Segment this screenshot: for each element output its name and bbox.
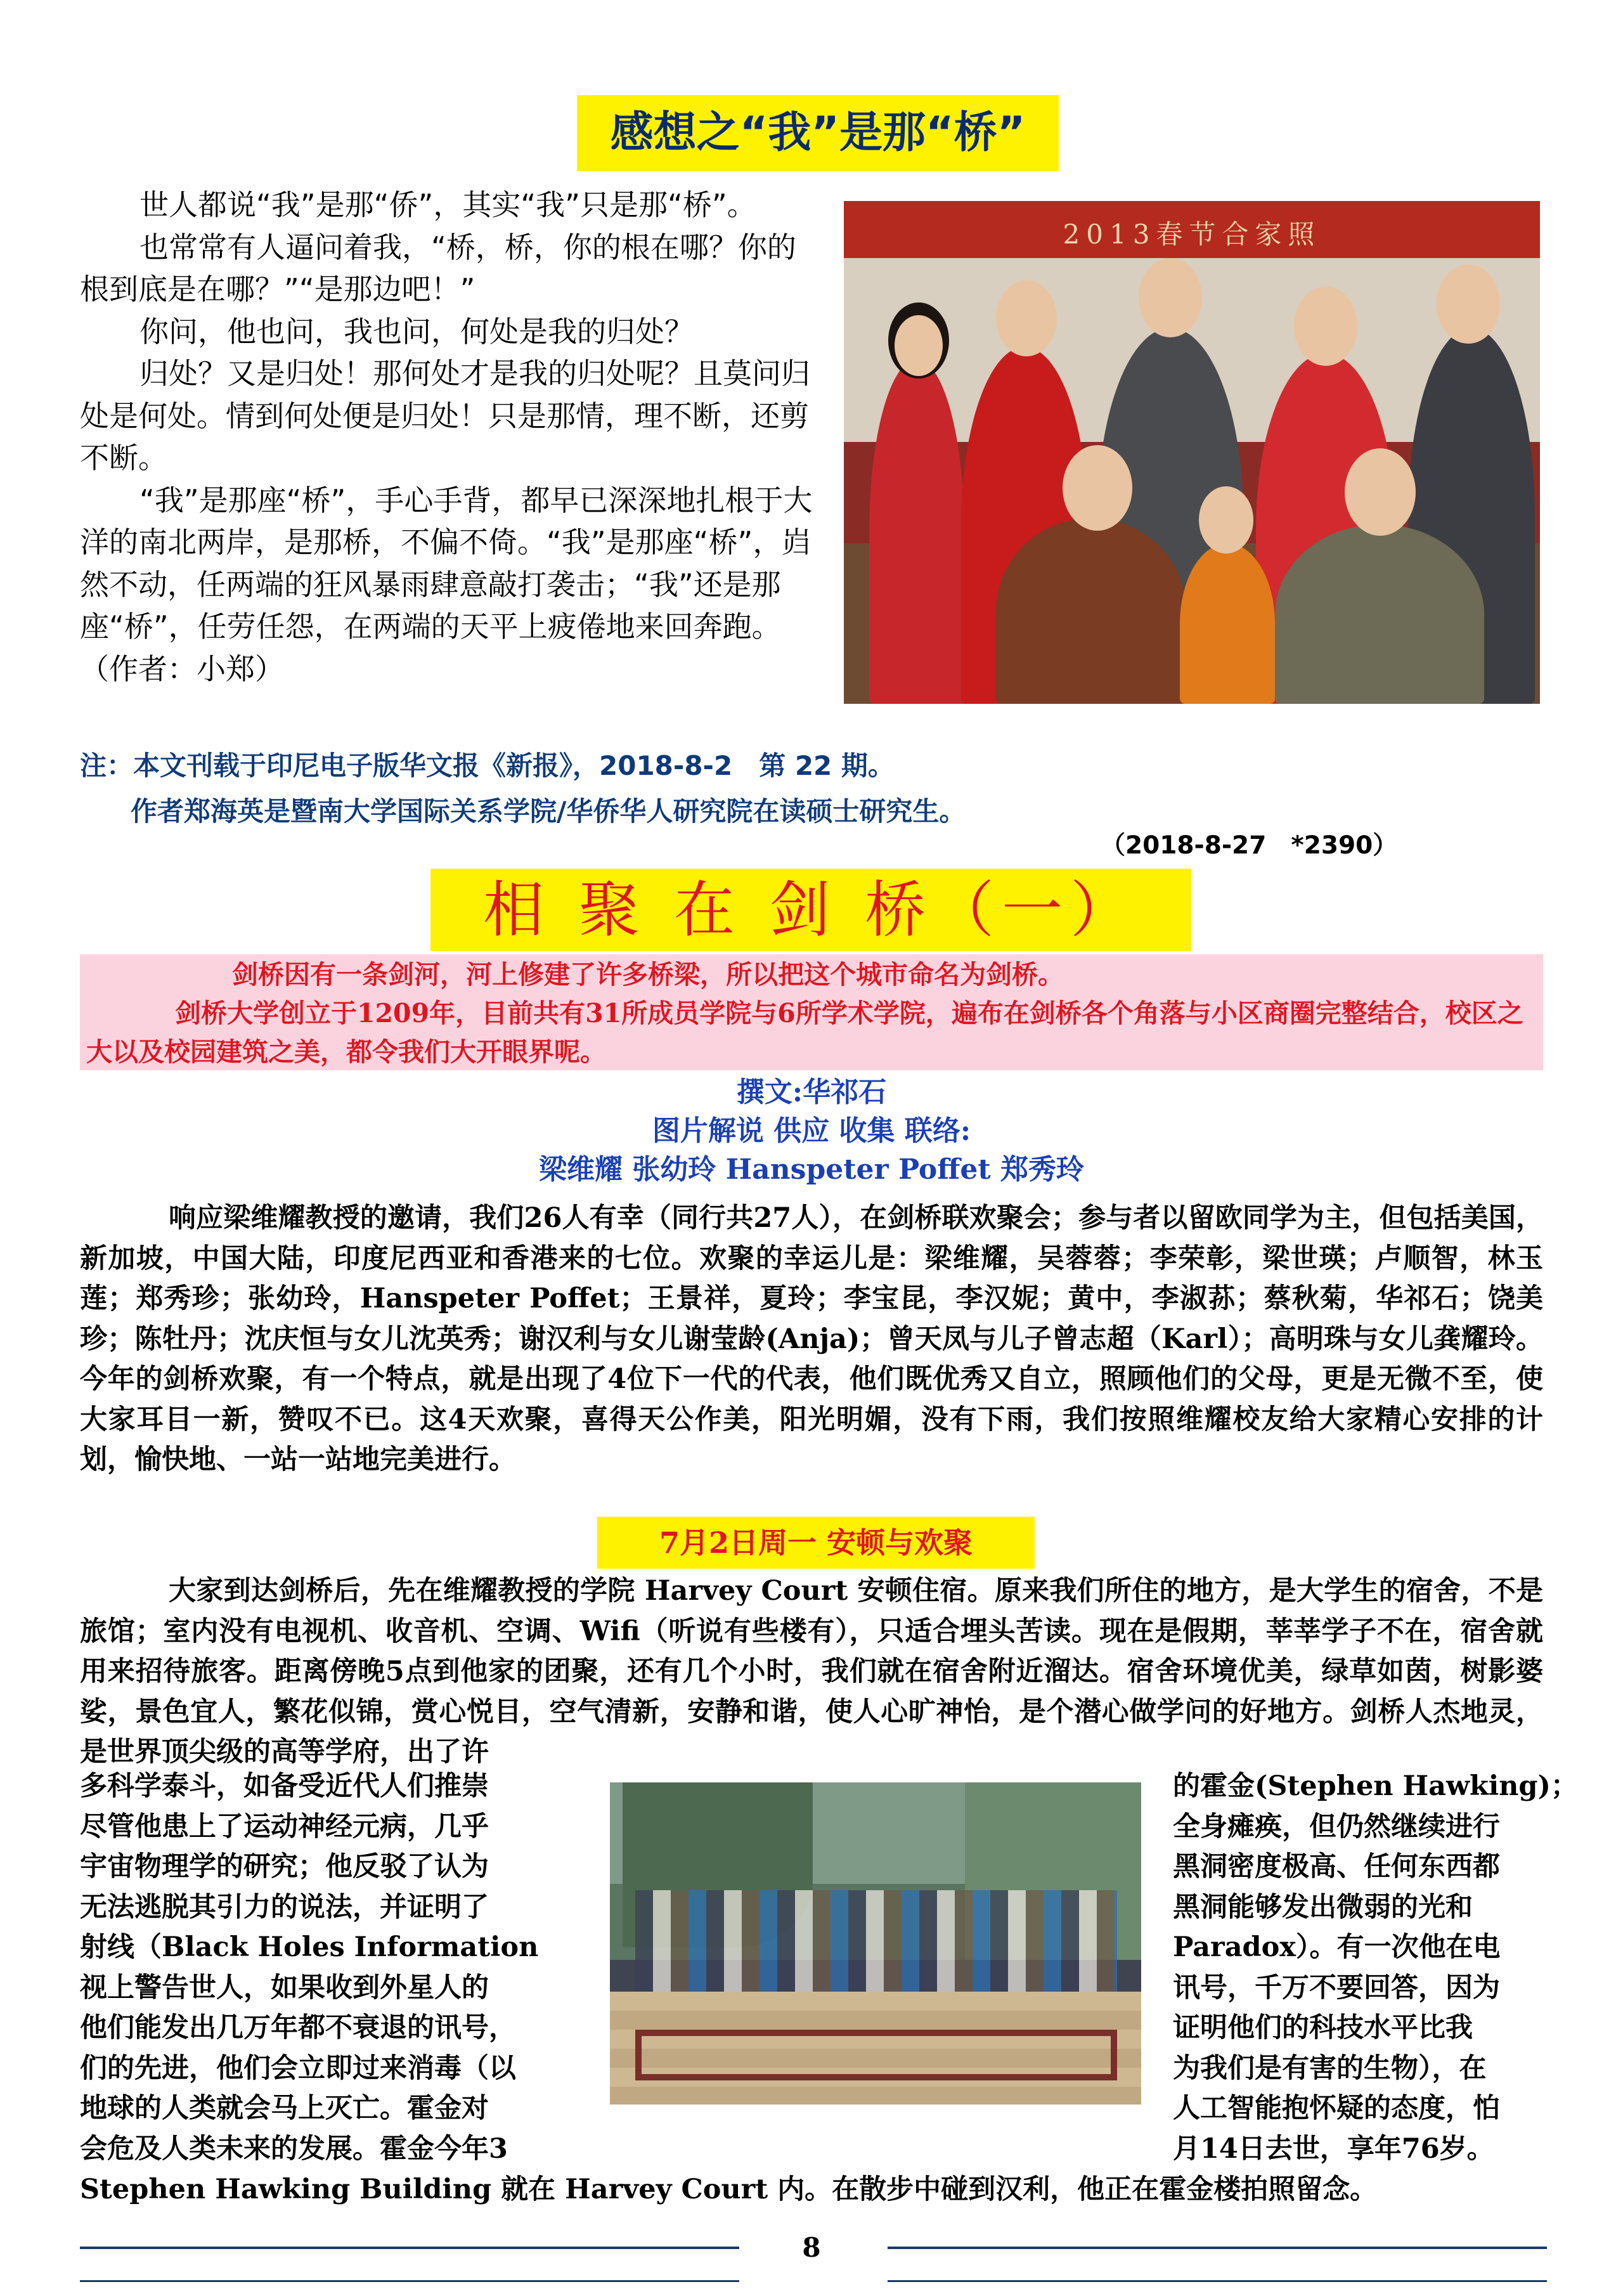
- footer-rule-right-lower: [888, 2280, 1547, 2282]
- photo-caption: 2013春节合家照: [1063, 219, 1321, 250]
- article-paragraph-2: 大家到达剑桥后，先在维耀教授的学院 Harvey Court 安顿住宿。原来我们所住的地方，是大学生的宿舍，不是旅馆；室内没有电视机、收音机、空调、Wifi（听说有些楼有），只适合埋头苦读。现在是假期，莘莘学子不在，宿舍就用来招待旅客。距离傍晚5点到他家的团聚，还有几个小时，我们就在宿舍附近溜达。宿舍环境优美，绿草如茵，树影婆娑，景色宜人，繁花似锦，赏心悦目，空气清新，安静和谐，使人心旷神怡，是个潜心做学问的好地方。剑桥人杰地灵，是世界顶尖级的高等学府，出了许: [80, 1575, 1543, 1768]
- essay-author: （作者：小郑）: [80, 651, 284, 686]
- credits: [80, 1073, 1543, 1189]
- footer-rule-left: [80, 2247, 739, 2249]
- essay-paragraph: 归处？又是归处！那何处才是我的归处呢？且莫问归处是何处。情到何处便是归处！只是那情，理不断，还剪不断。: [80, 356, 810, 475]
- family-photo: [844, 201, 1540, 704]
- credit-names: 梁维耀 张幼玲 Hanspeter Poffet 郑秀玲: [538, 1153, 1085, 1186]
- article-title: 相 聚 在 剑 桥（一）: [430, 869, 1191, 951]
- credit-roles: 图片解说 供应 收集 联络:: [652, 1115, 971, 1147]
- intro-box: [80, 954, 1543, 1070]
- note-line: 作者郑海英是暨南大学国际关系学院/华侨华人研究院在读硕士研究生。: [131, 796, 966, 827]
- article-paragraph-1: 响应梁维耀教授的邀请，我们26人有幸（同行共27人），在剑桥联欢聚会；参与者以留欧同学为主，但包括美国，新加坡，中国大陆，印度尼西亚和香港来的七位。欢聚的幸运儿是：梁维耀，吴蓉蓉；李荣彰，梁世瑛；卢顺智，林玉莲；郑秀珍；张幼玲，Hanspeter Poffet；王景祥，夏玲；李宝昆，李汉妮；黄中，李淑荪；蔡秋菊，华祁石；饶美珍；陈牡丹；沈庆恒与女儿沈英秀；谢汉利与女儿谢莹龄(Anja)；曾天凤与儿子曾志超（Karl）；高明珠与女儿龚耀玲。今年的剑桥欢聚，有一个特点，就是出现了4位下一代的代表，他们既优秀又自立，照顾他们的父母，更是无微不至，使大家耳目一新，赞叹不已。这4天欢聚，喜得天公作美，阳光明媚，没有下雨，我们按照维耀校友给大家精心安排的计划，愉快地、一站一站地完美进行。: [80, 1202, 1543, 1476]
- section-heading: 7月2日周一 安顿与欢聚: [597, 1517, 1035, 1569]
- closing-line: Stephen Hawking Building 就在 Harvey Court 内。在散步中碰到汉利，他正在霍金楼拍照留念。: [80, 2174, 1378, 2205]
- credit-author: 撰文:华祁石: [736, 1076, 887, 1108]
- essay-paragraph: 也常常有人逼问着我，“桥，桥，你的根在哪？你的根到底是在哪？”“是那边吧！”: [80, 230, 796, 306]
- essay-paragraph: “我”是那座“桥”，手心手背，都早已深深地扎根于大洋的南北两岸，是那桥，不偏不倚。“我”是那座“桥”，岿然不动，任两端的狂风暴雨肆意敲打袭击；“我”还是那座“桥”，任劳任怨，在两端的天平上疲倦地来回奔跑。 （作者：小郑）: [80, 483, 813, 686]
- right-column: 的霍金(Stephen Hawking)； 全身瘫痪，但仍然继续进行 黑洞密度极高、任何东西都 黑洞能够发出微弱的光和 Paradox）。有一次他在电 讯号，千万不要回答，因为 证明他们的科技水平比我 为我们是有害的生物），在 人工智能抱怀疑的态度，怕 月14日去世，享年76岁。: [1173, 1770, 1578, 2165]
- intro-line: 剑桥因有一条剑河，河上修建了许多桥梁，所以把这个城市命名为剑桥。: [232, 959, 1064, 990]
- page-number: 8: [802, 2232, 821, 2263]
- left-column: 多科学泰斗，如备受近代人们推崇 尽管他患上了运动神经元病，几乎 宇宙物理学的研究；他反驳了认为 无法逃脱其引力的说法，并证明了 射线（Black Holes Information 视上警告世人，如果收到外星人的 他们能发出几万年都不衰退的讯号， 们的先进，他们会立即过来消毒（以 地球的人类就会马上灭亡。霍金对 会危及人类未来的发展。霍金今年3: [80, 1770, 539, 2165]
- note-line: 注：本文刊载于印尼电子版华文报《新报》，2018-8-2 第 22 期。: [80, 750, 895, 781]
- essay-note: [80, 743, 1538, 834]
- footer-rule-left-lower: [80, 2280, 739, 2282]
- essay-paragraph: 你问，他也问，我也问，何处是我的归处？: [139, 314, 694, 349]
- essay-paragraph: 世人都说“我”是那“侨”，其实“我”只是那“桥”。: [139, 188, 756, 222]
- intro-line: 剑桥大学创立于1209年，目前共有31所成员学院与6所学术学院，遍布在剑桥各个角落与小区商圈完整结合，校区之大以及校园建筑之美，都令我们大开眼界呢。: [86, 998, 1523, 1067]
- essay-date: （2018-8-27 *2390）: [1101, 831, 1398, 860]
- essay-title: 感想之“我”是那“桥”: [577, 95, 1059, 171]
- footer-rule-right: [888, 2247, 1547, 2249]
- group-photo: [610, 1782, 1141, 2105]
- essay-body: [80, 184, 818, 690]
